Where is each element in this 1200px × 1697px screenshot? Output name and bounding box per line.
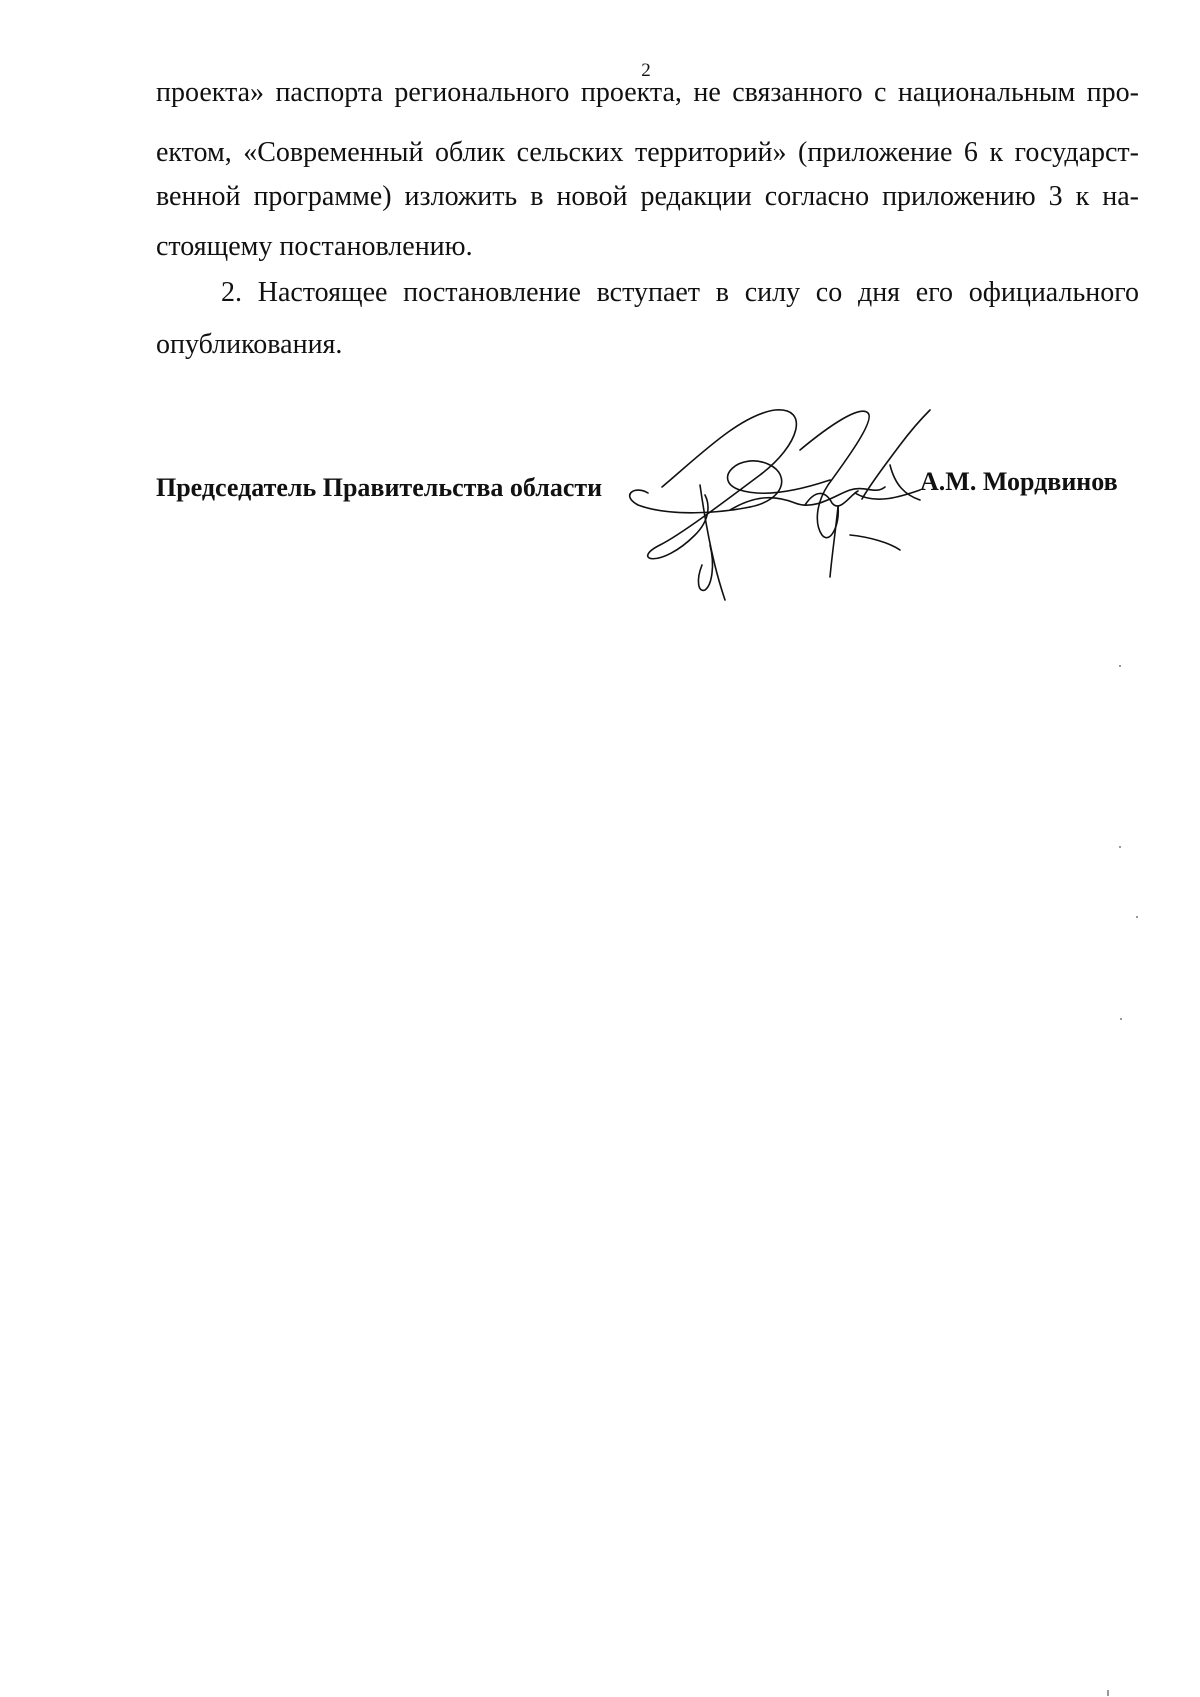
paragraph-line: стоящему постановлению.: [156, 231, 473, 262]
paragraph-line: 2. Настоящее постановление вступает в силу со дня его официального: [221, 277, 1139, 308]
signatory-title: Председатель Правительства области: [156, 473, 603, 502]
handwritten-signature: [600, 395, 980, 605]
scan-speck: [1119, 846, 1121, 848]
paragraph-line: опубликования.: [156, 329, 343, 360]
paragraph-line: ектом, «Современный облик сельских территорий» (приложение 6 к государст-: [156, 137, 1139, 168]
scan-speck: [1119, 665, 1121, 667]
signatory-name: А.М. Мордвинов: [920, 467, 1118, 496]
scan-speck: [1136, 916, 1138, 918]
paragraph-line: венной программе) изложить в новой редакции согласно приложению 3 к на-: [156, 181, 1139, 212]
scan-speck: [1107, 1690, 1109, 1696]
scan-speck: [1120, 1018, 1122, 1020]
page-number: 2: [641, 60, 651, 81]
paragraph-line: проекта» паспорта регионального проекта, не связанного с национальным про-: [156, 77, 1139, 108]
